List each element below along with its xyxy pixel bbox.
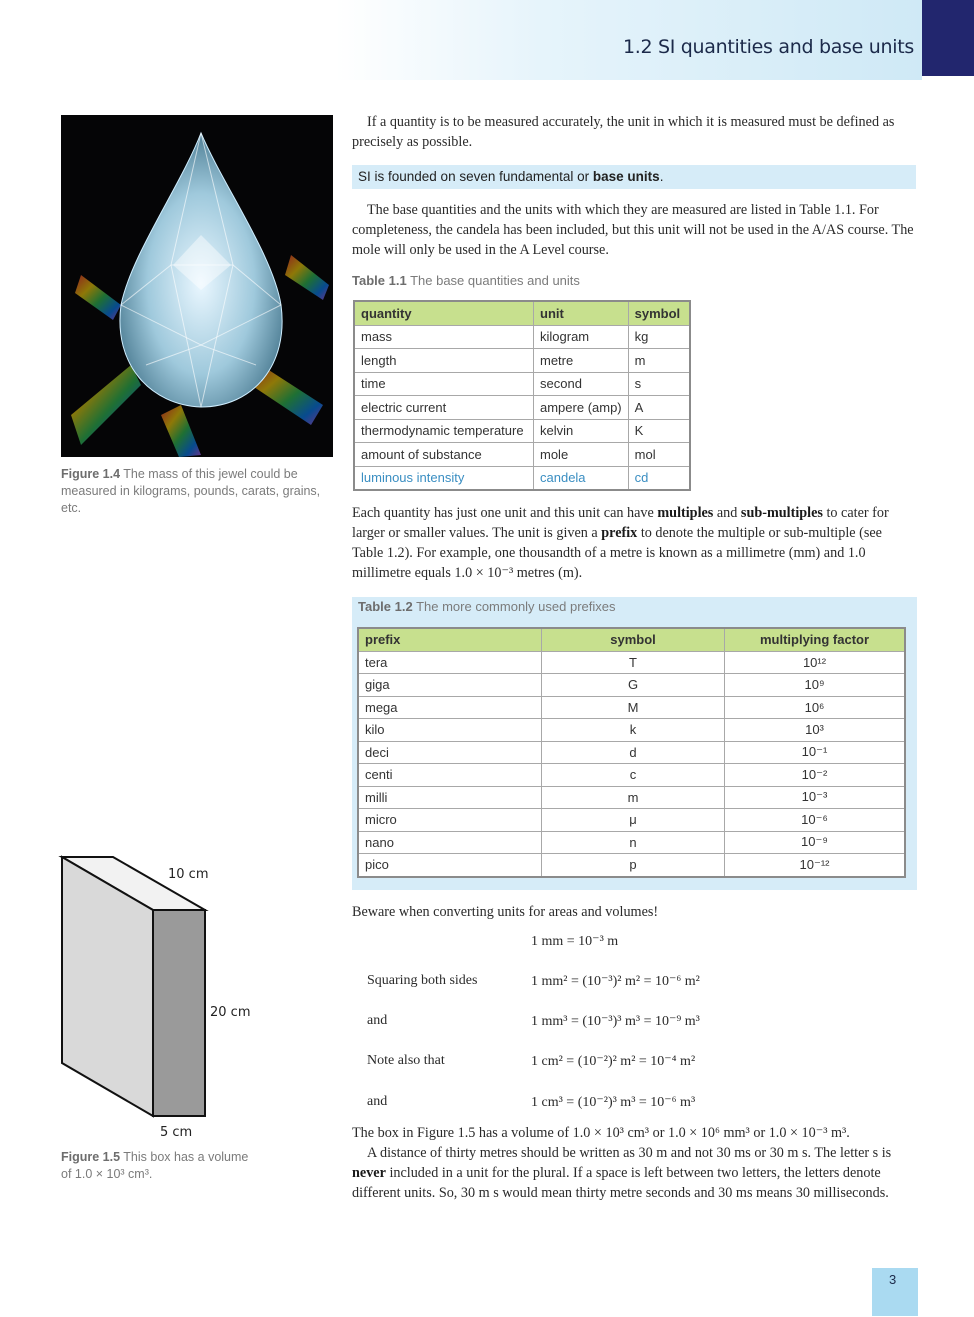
term-sub-multiples: sub-multiples bbox=[740, 505, 823, 521]
table-row bbox=[358, 651, 905, 674]
table-cell: micro bbox=[358, 809, 542, 832]
table-cell: kg bbox=[628, 325, 690, 349]
equation-expression: 1 mm³ = (10⁻³)³ m³ = 10⁻⁹ m³ bbox=[531, 1014, 700, 1029]
key-point-end: . bbox=[659, 169, 664, 184]
table-row bbox=[358, 809, 905, 832]
table-row bbox=[358, 854, 905, 877]
table-cell: second bbox=[534, 372, 629, 396]
prefixes-table bbox=[357, 627, 906, 878]
figure-1-4-text: The mass of this jewel could be measured in kilograms, pounds, carats, grains, etc. bbox=[61, 467, 321, 515]
table-cell: electric current bbox=[354, 396, 534, 420]
table-cell: m bbox=[628, 349, 690, 373]
table-cell: length bbox=[354, 349, 534, 373]
table-cell: kilogram bbox=[534, 325, 629, 349]
table-cell: ampere (amp) bbox=[534, 396, 629, 420]
table-cell: p bbox=[542, 854, 725, 877]
distance-paragraph-part: A distance of thirty metres should be written as 30 m and not 30 ms or 30 m s. The letter s is bbox=[367, 1145, 892, 1161]
table-cell: 10⁻² bbox=[725, 764, 906, 787]
equation-label: Squaring both sides bbox=[367, 973, 478, 988]
table-row bbox=[358, 674, 905, 697]
table-cell: n bbox=[542, 831, 725, 854]
table-cell: T bbox=[542, 651, 725, 674]
table-cell: 10⁻⁶ bbox=[725, 809, 906, 832]
table-cell: μ bbox=[542, 809, 725, 832]
table-cell: thermodynamic temperature bbox=[354, 419, 534, 443]
table-cell: k bbox=[542, 719, 725, 742]
base-units-table bbox=[353, 300, 691, 491]
page-header-title: 1.2 SI quantities and base units bbox=[622, 36, 914, 58]
figure-1-4-caption bbox=[61, 466, 321, 517]
distance-paragraph bbox=[352, 1143, 914, 1203]
table-cell: metre bbox=[534, 349, 629, 373]
table-cell: K bbox=[628, 419, 690, 443]
table1-header-unit: unit bbox=[534, 301, 629, 325]
table-cell: d bbox=[542, 741, 725, 764]
figure-1-4-label: Figure 1.4 bbox=[61, 467, 121, 481]
equation-expression: 1 cm³ = (10⁻²)³ m³ = 10⁻⁶ m³ bbox=[531, 1095, 696, 1110]
box-volume-paragraph: The box in Figure 1.5 has a volume of 1.0 × 10³ cm³ or 1.0 × 10⁶ mm³ or 1.0 × 10⁻³ m³. bbox=[352, 1125, 850, 1141]
page-number: 3 bbox=[889, 1272, 897, 1287]
intro-paragraph: If a quantity is to be measured accurately, the unit in which it is measured must be defined as precisely as possible. bbox=[352, 114, 895, 150]
table-cell: 10⁻¹ bbox=[725, 741, 906, 764]
table-cell: kilo bbox=[358, 719, 542, 742]
key-point-bold: base units bbox=[592, 169, 660, 184]
table-cell: 10¹² bbox=[725, 651, 906, 674]
equation-label: and bbox=[367, 1013, 388, 1028]
table-cell: cd bbox=[628, 466, 690, 490]
term-never: never bbox=[352, 1165, 386, 1181]
table-cell: time bbox=[354, 372, 534, 396]
table1-header-symbol: symbol bbox=[628, 301, 690, 325]
table-cell: mass bbox=[354, 325, 534, 349]
table-cell: 10⁻³ bbox=[725, 786, 906, 809]
dimension-width-label: 5 cm bbox=[160, 1125, 193, 1140]
table-cell: luminous intensity bbox=[354, 466, 534, 490]
box-side-face bbox=[153, 910, 205, 1116]
key-point-text: SI is founded on seven fundamental or bbox=[358, 169, 593, 184]
table-row bbox=[358, 741, 905, 764]
table-cell: pico bbox=[358, 854, 542, 877]
table-1-2-title: The more commonly used prefixes bbox=[416, 599, 616, 614]
table-row bbox=[358, 831, 905, 854]
dimension-depth-label: 10 cm bbox=[168, 867, 209, 882]
table-1-2-label: Table 1.2 bbox=[358, 599, 413, 614]
table-row bbox=[358, 719, 905, 742]
table-row bbox=[354, 443, 690, 467]
distance-paragraph-part: included in a unit for the plural. If a space is left between two letters, the letters denote different units. So, 30 m s would mean thirty metre seconds and 30 ms means 30 milliseconds. bbox=[352, 1165, 889, 1201]
table-cell: deci bbox=[358, 741, 542, 764]
table-cell: 10⁻⁹ bbox=[725, 831, 906, 854]
prefix-paragraph-part: Each quantity has just one unit and this unit can have bbox=[352, 505, 658, 521]
table-cell: mega bbox=[358, 696, 542, 719]
key-point-box bbox=[352, 165, 916, 189]
table-cell: A bbox=[628, 396, 690, 420]
table-cell: nano bbox=[358, 831, 542, 854]
table-1-1-caption bbox=[352, 273, 580, 288]
equation-expression: 1 cm² = (10⁻²)² m² = 10⁻⁴ m² bbox=[531, 1054, 696, 1069]
figure-1-5-text: This box has a volume of 1.0 × 10³ cm³. bbox=[61, 1150, 249, 1181]
table-row bbox=[358, 786, 905, 809]
equation-label: Note also that bbox=[367, 1053, 445, 1068]
table-cell: M bbox=[542, 696, 725, 719]
figure-1-5-label: Figure 1.5 bbox=[61, 1150, 121, 1164]
table-cell: c bbox=[542, 764, 725, 787]
table-1-1-title: The base quantities and units bbox=[410, 273, 580, 288]
table-cell: m bbox=[542, 786, 725, 809]
dimension-height-label: 20 cm bbox=[210, 1005, 251, 1020]
table-row bbox=[354, 325, 690, 349]
table2-header-prefix: prefix bbox=[358, 628, 542, 651]
table-cell: G bbox=[542, 674, 725, 697]
equation-label: and bbox=[367, 1094, 388, 1109]
beware-paragraph: Beware when converting units for areas and volumes! bbox=[352, 904, 659, 920]
term-prefix: prefix bbox=[601, 525, 638, 541]
base-quantities-paragraph: The base quantities and the units with which they are measured are listed in Table 1.1. For completeness, the candela has been included, but this unit will not be used in the A/AS course. The mole will only be used in the A Level course. bbox=[352, 202, 914, 258]
jewel-photo bbox=[61, 115, 333, 457]
table-cell: 10³ bbox=[725, 719, 906, 742]
prefix-paragraph-part: and bbox=[713, 505, 741, 521]
table-row bbox=[354, 349, 690, 373]
table-cell: mole bbox=[534, 443, 629, 467]
table-1-2-caption bbox=[358, 599, 616, 614]
table-row bbox=[358, 696, 905, 719]
box-diagram bbox=[55, 850, 275, 1150]
table-cell: giga bbox=[358, 674, 542, 697]
prefix-paragraph-part: to denote the multiple or sub-multiple (see Table 1.2). For example, one thousandth of a metre is known as a millimetre (mm) and 1.0 millimetre equals 1.0 × 10⁻³ metres (m). bbox=[352, 525, 882, 581]
equation-expression: 1 mm² = (10⁻³)² m² = 10⁻⁶ m² bbox=[531, 974, 700, 989]
table-cell: candela bbox=[534, 466, 629, 490]
table-row bbox=[354, 396, 690, 420]
prefix-paragraph bbox=[352, 503, 914, 583]
prefix-paragraph-part: to cater for larger or smaller values. The unit is given a bbox=[352, 505, 889, 541]
table-cell: tera bbox=[358, 651, 542, 674]
table-cell: centi bbox=[358, 764, 542, 787]
table-cell: kelvin bbox=[534, 419, 629, 443]
table-row bbox=[354, 372, 690, 396]
table2-header-symbol: symbol bbox=[542, 628, 725, 651]
table-1-1-label: Table 1.1 bbox=[352, 273, 407, 288]
table-cell: milli bbox=[358, 786, 542, 809]
table-cell: 10⁹ bbox=[725, 674, 906, 697]
table-cell: amount of substance bbox=[354, 443, 534, 467]
table-row bbox=[354, 419, 690, 443]
header-color-block bbox=[922, 0, 974, 76]
table-row bbox=[354, 466, 690, 490]
table-cell: 10⁻¹² bbox=[725, 854, 906, 877]
table1-header-quantity: quantity bbox=[354, 301, 534, 325]
table-cell: 10⁶ bbox=[725, 696, 906, 719]
equation-expression: 1 mm = 10⁻³ m bbox=[531, 934, 619, 949]
table-row bbox=[358, 764, 905, 787]
table2-header-factor: multiplying factor bbox=[725, 628, 906, 651]
figure-1-5-caption bbox=[61, 1149, 261, 1183]
table-cell: mol bbox=[628, 443, 690, 467]
term-multiples: multiples bbox=[657, 505, 714, 521]
table-cell: s bbox=[628, 372, 690, 396]
